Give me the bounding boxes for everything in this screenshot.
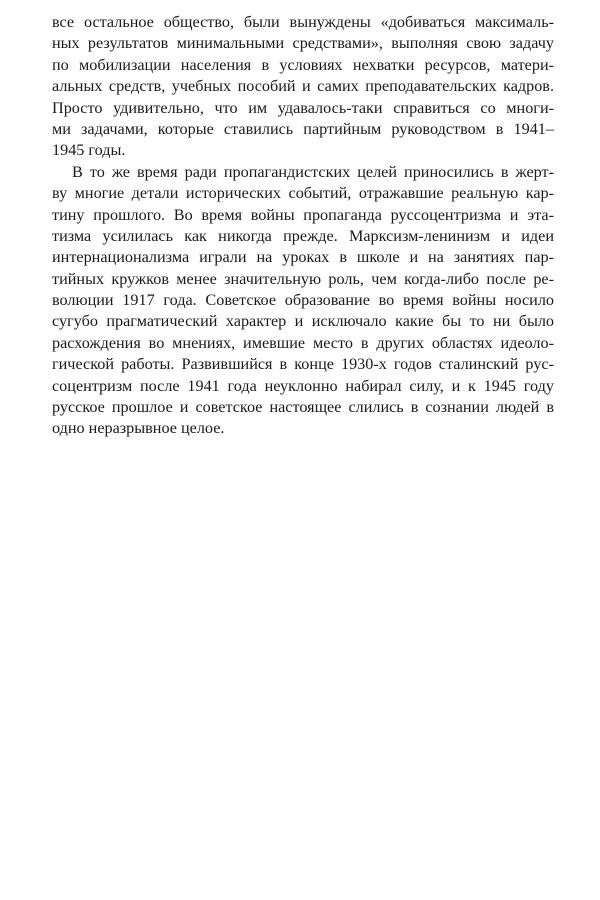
page-body [52,12,554,440]
text-line: ми задачами, которые ставились партийным руководством в 1941– [52,119,554,138]
text-line: все остальное общество, были вынуждены «добиваться максималь- [52,13,554,31]
text-line: ву многие детали исторических событий, отражавшие реальную кар- [52,184,554,203]
paragraph-2 [52,162,554,440]
text-line: по мобилизации населения в условиях нехватки ресурсов, матери- [52,55,554,74]
text-line: расхождения во мнениях, имевшие место в других областях идеоло- [52,333,554,352]
text-line: тийных кружков менее значительную роль, чем когда-либо после ре- [52,269,554,288]
text-line: ных результатов минимальными средствами», выполняя свою задачу [52,34,554,53]
text-line: тизма усилилась как никогда прежде. Марксизм-ленинизм и идеи [52,226,554,245]
text-line: волюции 1917 года. Советское образование во время войны носило [52,291,554,310]
text-line: соцентризм после 1941 года неуклонно набирал силу, и к 1945 году [52,376,554,395]
text-line: гической работы. Развившийся в конце 1930-х годов сталинский рус- [52,355,554,374]
text-line: интернационализма играли на уроках в школе и на занятиях пар- [52,248,554,267]
text-line: русское прошлое и советское настоящее слились в сознании людей в [52,398,554,417]
text-line: 1945 годы. [52,141,126,160]
paragraph-1 [52,12,554,162]
text-line: сугубо прагматический характер и исключало какие бы то ни было [52,312,554,331]
text-line: В то же время ради пропагандистских целей приносились в жерт- [72,162,554,181]
text-line: альных средств, учебных пособий и самих преподавательских кадров. [52,77,554,96]
text-line: одно неразрывное целое. [52,419,225,438]
text-line: Просто удивительно, что им удавалось-таки справиться со многи- [52,98,554,117]
text-line: тину прошлого. Во время войны пропаганда руссоцентризма и эта- [52,205,554,224]
